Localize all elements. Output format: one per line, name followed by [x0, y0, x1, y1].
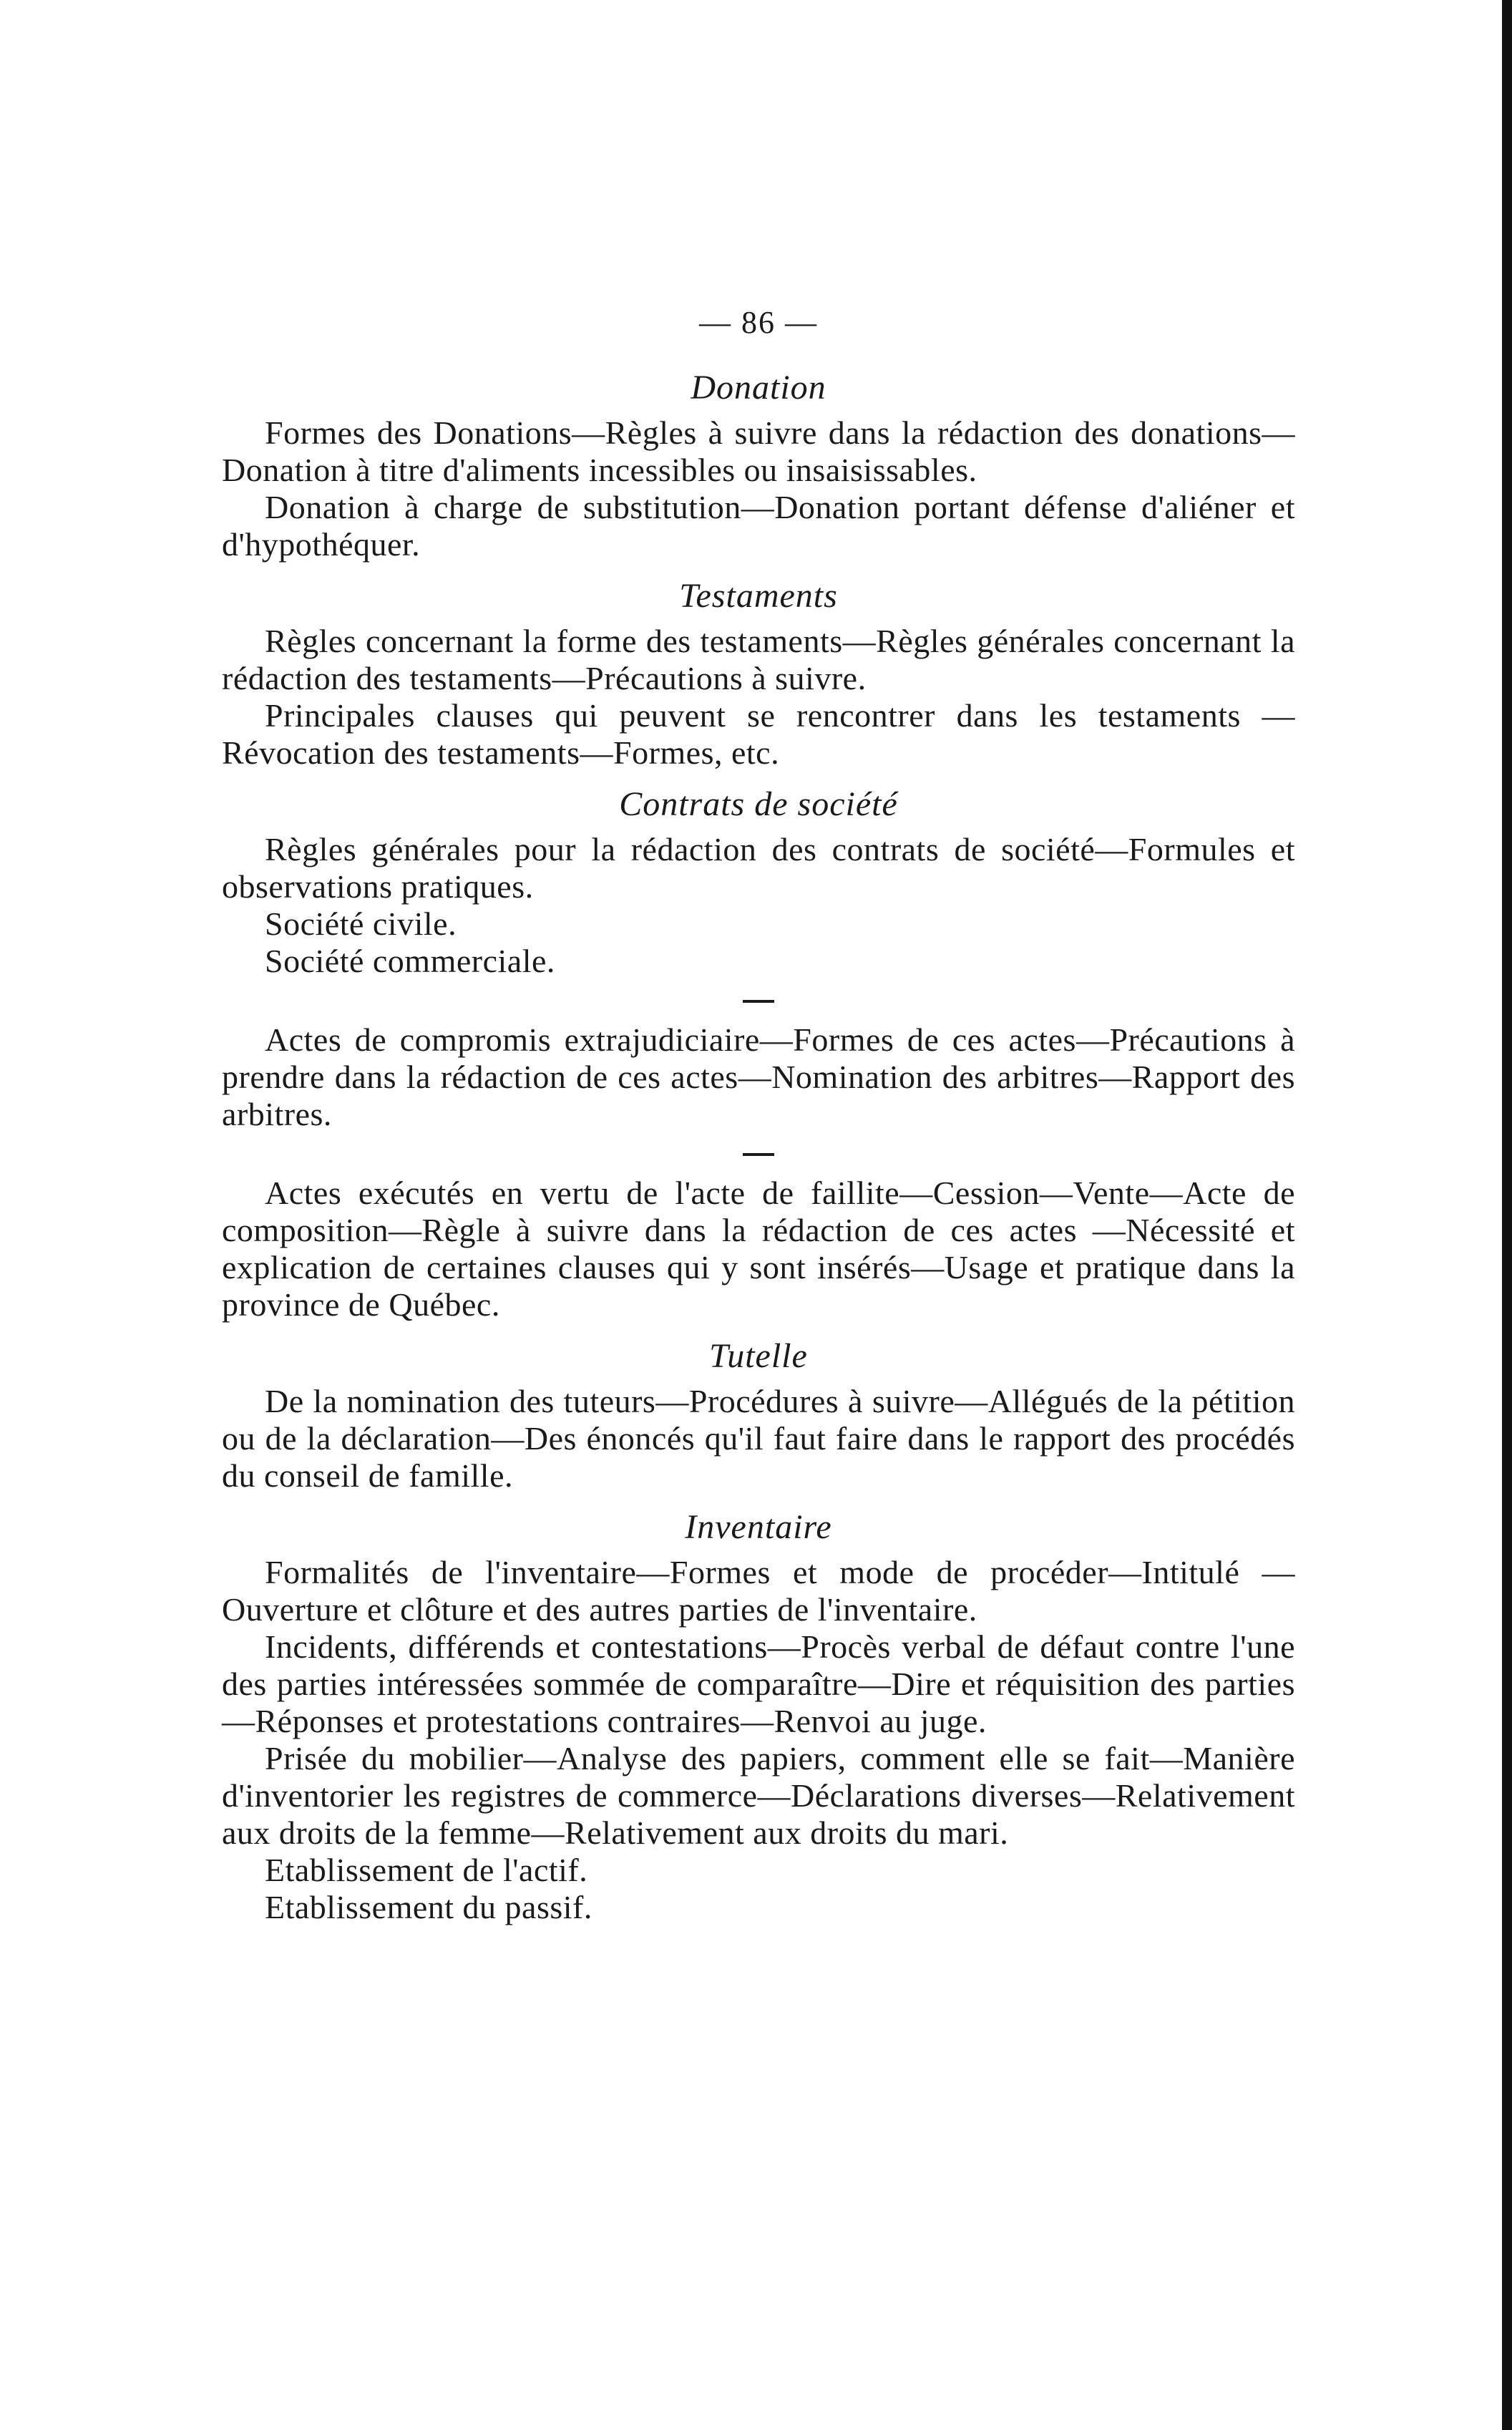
list-line: Société civile. [265, 905, 457, 942]
paragraph: Actes de compromis extrajudiciaire—Formes de ces actes—Précautions à prendre dans la rédaction de ces actes—Nomination des arbitres—Rapport des arbitres. [222, 1021, 1295, 1132]
page-edge-binding [1502, 0, 1512, 2430]
section-contrats-de-societe [222, 784, 1295, 980]
section-inventaire [222, 1507, 1295, 1926]
list-line: Etablissement du passif. [265, 1889, 592, 1925]
section-heading-inventaire: Inventaire [685, 1508, 832, 1546]
text-column [222, 304, 1295, 1926]
section-heading-contrats: Contrats de société [619, 785, 898, 823]
section-heading-donation: Donation [691, 369, 826, 407]
list-line: Etablissement de l'actif. [265, 1852, 588, 1888]
page-number: — 86 — [699, 305, 818, 340]
section-faillite [222, 1175, 1295, 1323]
section-separator [743, 1153, 774, 1156]
section-donation [222, 368, 1295, 563]
section-testaments [222, 576, 1295, 772]
section-separator [743, 1000, 774, 1003]
paragraph: Incidents, différends et contestations—Procès verbal de défaut contre l'une des parties intéressées sommée de comparaître—Dire et réquisition des parties—Réponses et protestations contraires—Renvoi au juge. [222, 1628, 1295, 1739]
paragraph: Principales clauses qui peuvent se rencontrer dans les testaments —Révocation des testaments—Formes, etc. [222, 697, 1295, 771]
section-heading-tutelle: Tutelle [709, 1337, 808, 1375]
section-heading-testaments: Testaments [679, 577, 838, 615]
paragraph: Formalités de l'inventaire—Formes et mode de procéder—Intitulé —Ouverture et clôture et des autres parties de l'inventaire. [222, 1554, 1295, 1628]
paragraph: Prisée du mobilier—Analyse des papiers, comment elle se fait—Manière d'inventorier les registres de commerce—Déclarations diverses—Relativement aux droits de la femme—Relativement aux droits du mari. [222, 1740, 1295, 1851]
paragraph: De la nomination des tuteurs—Procédures à suivre—Allégués de la pétition ou de la déclaration—Des énoncés qu'il faut faire dans le rapport des procédés du conseil de famille. [222, 1383, 1295, 1494]
paragraph: Règles concernant la forme des testaments—Règles générales concernant la rédaction des testaments—Précautions à suivre. [222, 623, 1295, 696]
section-tutelle [222, 1336, 1295, 1495]
section-compromis [222, 1021, 1295, 1133]
paragraph: Règles générales pour la rédaction des contrats de société—Formules et observations pratiques. [222, 831, 1295, 905]
paragraph: Donation à charge de substitution—Donation portant défense d'aliéner et d'hypothéquer. [222, 489, 1295, 563]
list-line: Société commerciale. [265, 943, 555, 979]
paragraph: Formes des Donations—Règles à suivre dans la rédaction des donations—Donation à titre d'aliments incessibles ou insaisissables. [222, 414, 1295, 488]
paragraph: Actes exécutés en vertu de l'acte de faillite—Cession—Vente—Acte de composition—Règle à suivre dans la rédaction de ces actes —Nécessité et explication de certaines clauses qui y sont insérés—Usage et pratique dans la province de Québec. [222, 1175, 1295, 1323]
